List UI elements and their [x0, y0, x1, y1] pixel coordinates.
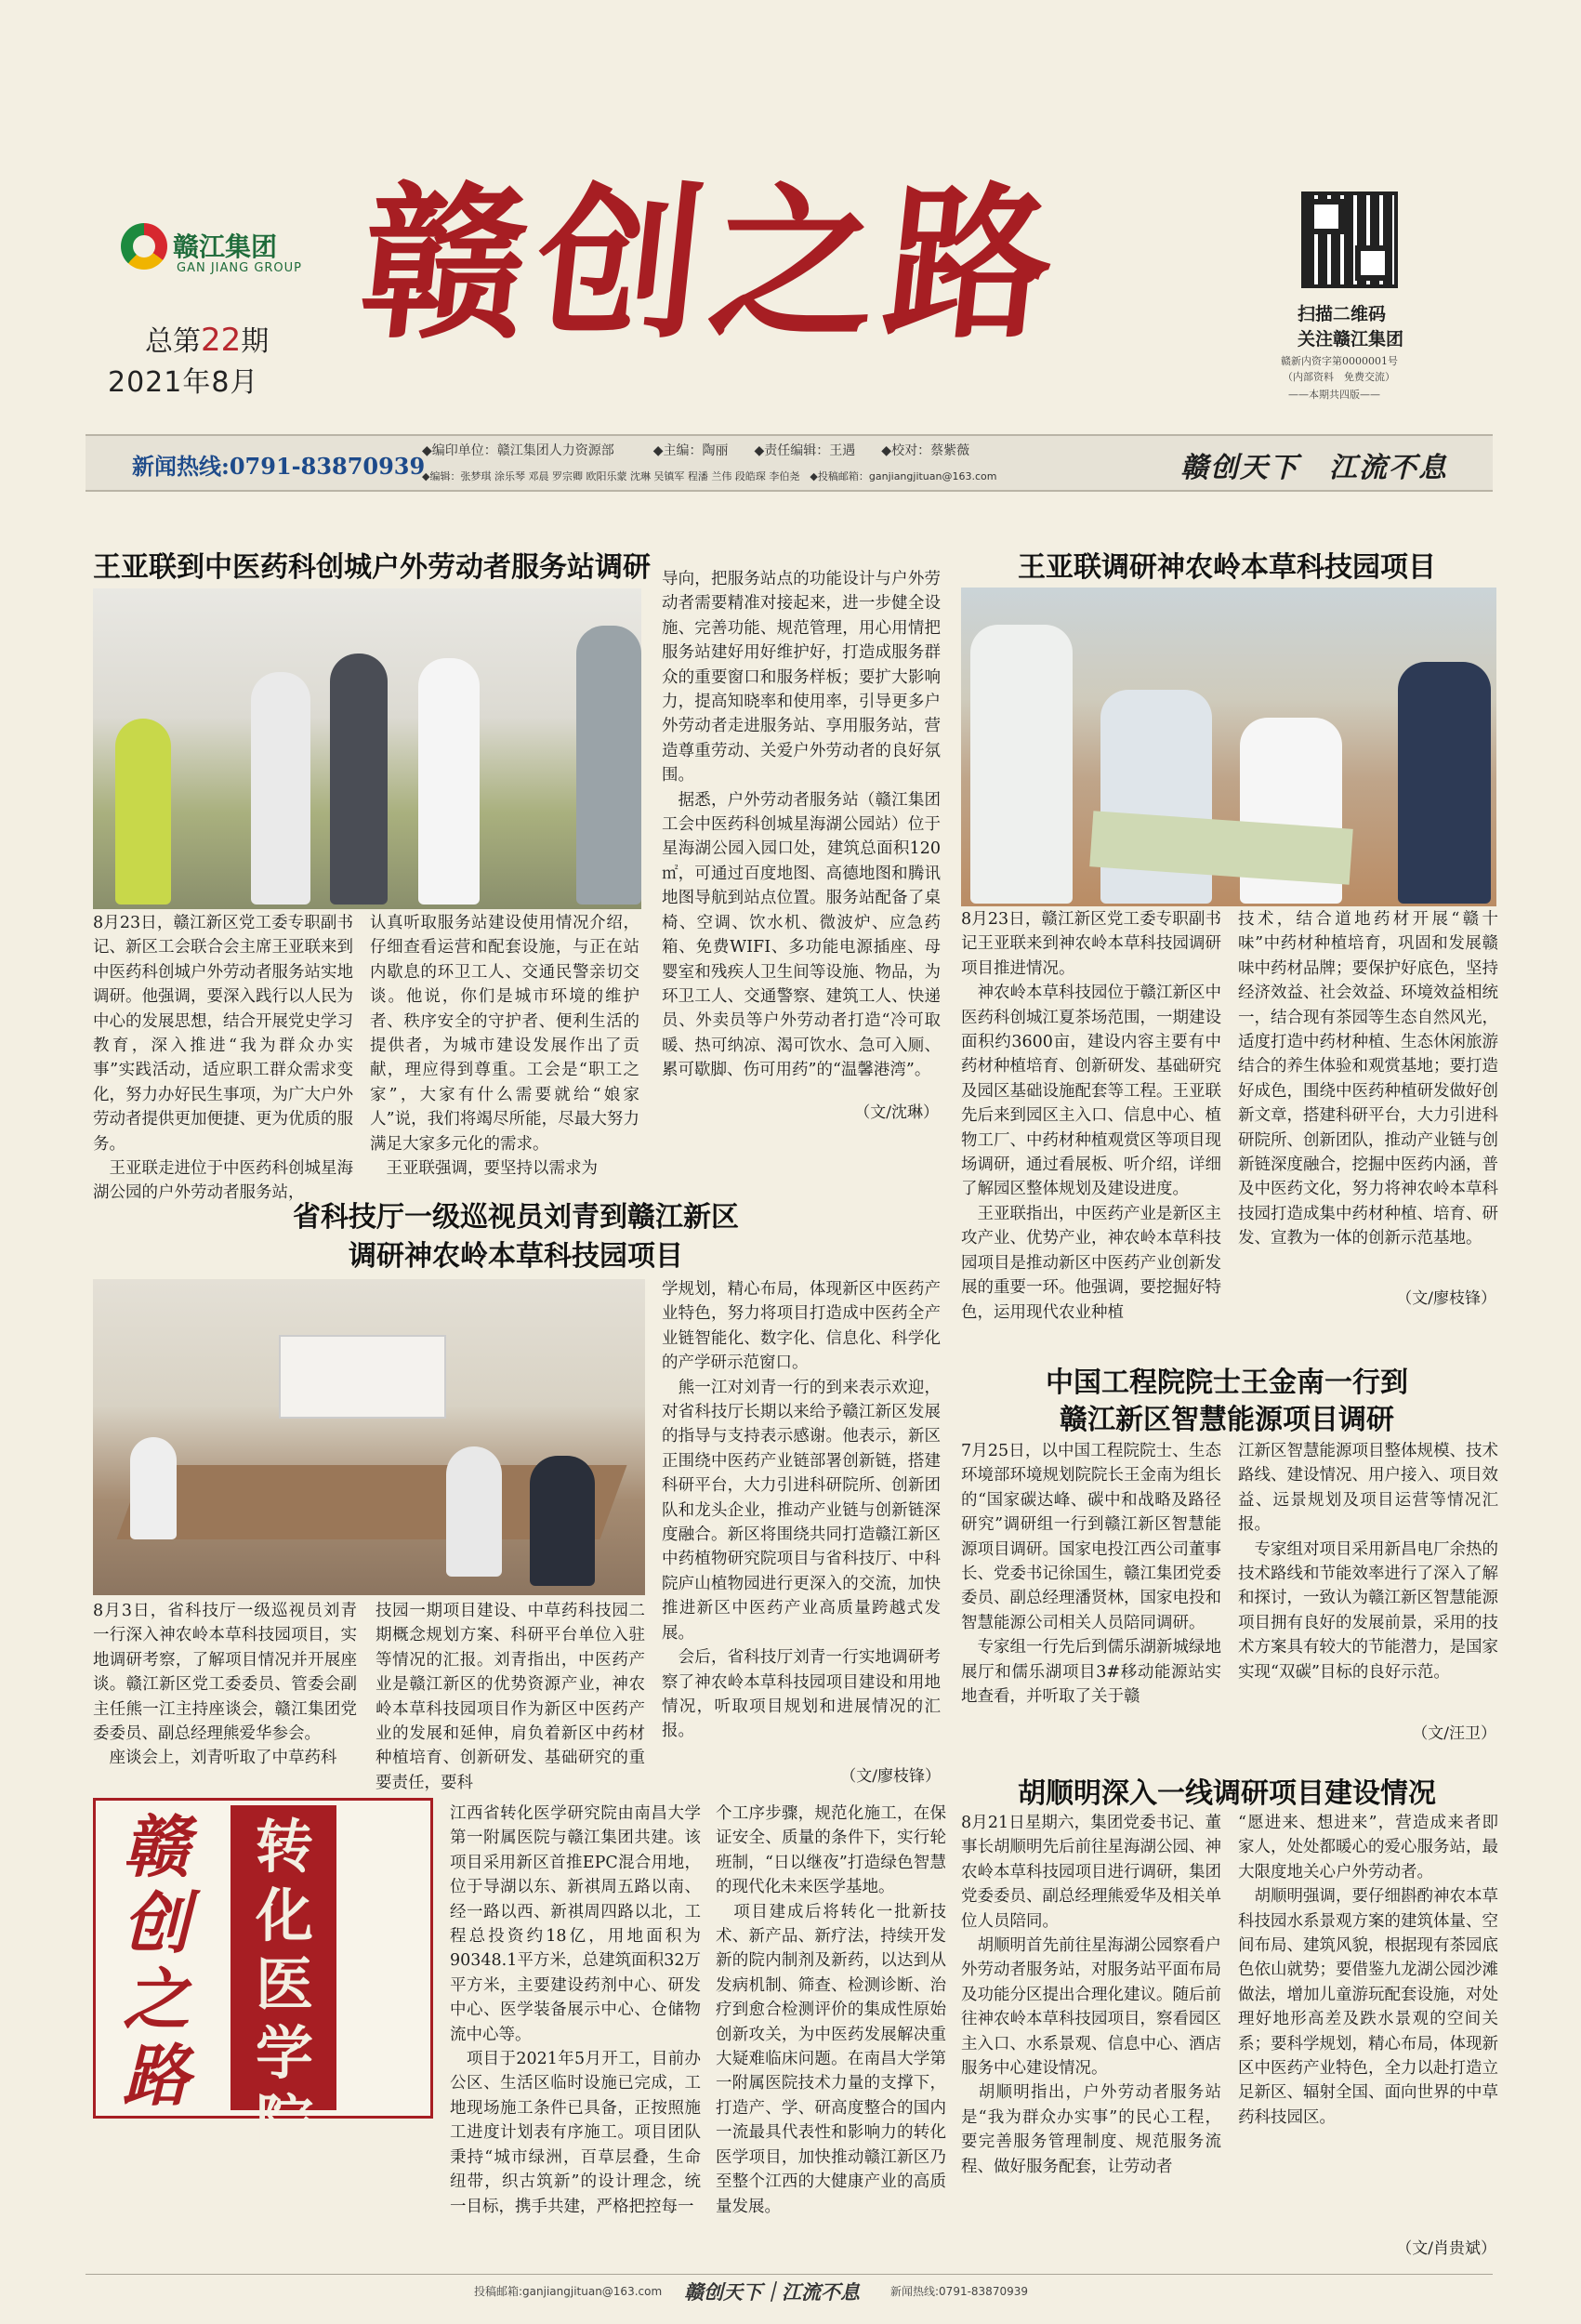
staff-credits-line-2: ◆编辑：张梦琪 涂乐琴 邓晨 罗宗卿 欧阳乐蒙 沈琳 吴镇军 程潘 兰伟 段皓琛 李伯尧 ◆投稿邮箱：ganjiangjituan@163.com: [422, 470, 997, 482]
page-count-note: ——本期共四版——: [1288, 389, 1380, 401]
article-6-title: 胡顺明深入一线调研项目建设情况: [1018, 1777, 1436, 1810]
article-3-title-line-2: 调研神农岭本草科技园项目: [349, 1240, 683, 1273]
article-2-title: 王亚联调研神农岭本草科技园项目: [1018, 551, 1436, 584]
article-4-title-line-2: 赣江新区智慧能源项目调研: [1060, 1404, 1394, 1436]
article-5-col-1: 江西省转化医学研究院由南昌大学第一附属医院与赣江集团共建。该项目采用新区首推EPC混合用地，位于导湖以东、新祺周五路以南、经一路以西、新祺周四路以北，工程总投资约18亿，用地面积为90348.1平方米，总建筑面积32万平方米，主要建设药剂中心、研发中心、医学装备展示中心、仓储物流中心等。 项目于2021年5月开工，目前办公区、生活区临时设施已完成，工地现场施工条件已具备，正按照施工进度计划表有序施工。项目团队秉持“城市绿洲，百草层叠，生命纽带，织古筑新”的设计理念，统一目标，携手共建，严格把控每一: [450, 1804, 701, 2216]
staff-credits-line-1: ◆编印单位：赣江集团人力资源部 ◆主编：陶丽 ◆责任编辑：王遇 ◆校对：蔡紫薇: [422, 443, 970, 458]
article-1-title: 王亚联到中医药科创城户外劳动者服务站调研: [93, 551, 651, 584]
masthead-slogan: 赣创天下 江流不息: [1180, 452, 1448, 484]
article-2-col-2: 技术，结合道地药材开展“赣十味”中药材种植培育，巩固和发展赣味中药材品牌；要保护好底色，坚持经济效益、社会效益、环境效益相统一，结合现有茶园等生态自然风光，适度打造中药材种植、生态休闲旅游结合的养生体验和观赏基地；要打造好成色，围绕中医药种植研发做好创新文章，搭建科研平台，大力引进科研院所、创新团队，推动产业链与创新链深度融合，挖掘中医药内涵，普及中医药文化，努力将神农岭本草科技园打造成集中药材种植、培育、研发、宣教为一体的创新示范基地。: [1238, 910, 1498, 1248]
footer-email: 投稿邮箱:ganjiangjituan@163.com: [474, 2285, 663, 2298]
article-1-col-2: 认真听取服务站建设使用情况介绍，仔细查看运营和配套设施，与正在站内歇息的环卫工人、交通民警亲切交谈。他说，你们是城市环境的维护者、秩序安全的守护者、便利生活的提供者，为城市建设发展作出了贡献，理应得到尊重。工会是“职工之家”，大家有什么需要就给“娘家人”说，我们将竭尽所能，尽最大努力满足大家多元化的需求。 王亚联强调，要坚持以需求为: [370, 914, 639, 1179]
news-hotline: 新闻热线:0791-83870939: [132, 453, 426, 480]
article-1-col-1: 8月23日，赣江新区党工委专职副书记、新区工会联合会主席王亚联来到中医药科创城户外劳动者服务站实地调研。他强调，要深入践行以人民为中心的发展思想，结合开展党史学习教育，深入推进“我为群众办实事”实践活动，适应职工群众需求变化，努力办好民生事项，为广大户外劳动者提供更加便捷、更为优质的服务。 王亚联走进位于中医药科创城星海湖公园的户外劳动者服务站，: [93, 914, 353, 1203]
promo-column-title: 赣创之路: [122, 1807, 190, 2115]
promo-section-title: 转化医学院: [255, 1813, 313, 2156]
article-4-title-line-1: 中国工程院院士王金南一行到: [1046, 1367, 1408, 1399]
article-4-col-1: 7月25日，以中国工程院院士、生态环境部环境规划院院长王金南为组长的“国家碳达峰、碳中和战略及路径研究”调研组一行到赣江新区智慧能源项目调研。国家电投江西公司董事长、党委书记徐国生，赣江集团党委委员、副总经理潘贤林，国家电投和智慧能源公司相关人员陪同调研。 专家组一行先后到儒乐湖新城绿地展厅和儒乐湖项目3#移动能源站实地查看，并听取了关于赣: [961, 1442, 1221, 1707]
issue-date: 2021年8月: [108, 366, 259, 399]
article-6-byline: （文/肖贵斌）: [1396, 2239, 1496, 2258]
qr-code-icon[interactable]: [1301, 191, 1398, 288]
article-3-photo: [93, 1279, 645, 1595]
footer-slogan: 赣创天下｜江流不息: [684, 2280, 860, 2304]
newspaper-title: 赣创之路: [352, 166, 1073, 361]
article-2-byline: （文/廖枝锋）: [1396, 1289, 1496, 1308]
footer-hotline: 新闻热线:0791-83870939: [890, 2285, 1028, 2298]
article-3-byline: （文/廖枝锋）: [840, 1767, 941, 1786]
article-3-title-line-1: 省科技厅一级巡视员刘青到赣江新区: [293, 1201, 739, 1234]
article-6-col-1: 8月21日星期六，集团党委书记、董事长胡顺明先后前往星海湖公园、神农岭本草科技园项目进行调研，集团党委委员、副总经理熊爱华及相关单位人员陪同。 胡顺明首先前往星海湖公园察看户外劳动者服务站，对服务站平面布局及功能分区提出合理化建议。随后前往神农岭本草科技园项目，察看园区主入口、水系景观、信息中心、酒店服务中心建设情况。 胡顺明指出，户外劳动者服务站是“我为群众办实事”的民心工程，要完善服务管理制度、规范服务流程、做好服务配套，让劳动者: [961, 1814, 1221, 2176]
article-3-col-1: 8月3日，省科技厅一级巡视员刘青一行深入神农岭本草科技园项目，实地调研考察，了解项目情况并开展座谈。赣江新区党工委委员、管委会副主任熊一江主持座谈会，赣江集团党委委员、副总经理熊爱华参会。 座谈会上，刘青听取了中草药科: [93, 1602, 357, 1768]
logo-name-en: GAN JIANG GROUP: [177, 261, 303, 275]
article-5-col-2: 个工序步骤，规范化施工，在保证安全、质量的条件下，实行轮班制，“日以继夜”打造绿色智慧的现代化未来医学基地。 项目建成后将转化一批新技术、新产品、新疗法，持续开发新的院内制剂及新药，以达到从发病机制、筛查、检测诊断、治疗到愈合检测评价的集成性原始创新攻关，为中医药发展解决重大疑难临床问题。在南昌大学第一附属医院技术力量的支撑下，打造产、学、研高度整合的国内一流最具代表性和影响力的转化医学项目，加快推动赣江新区乃至整个江西的大健康产业的高质量发展。: [716, 1804, 946, 2216]
qr-caption-1: 扫描二维码: [1298, 304, 1387, 324]
article-2-col-1: 8月23日，赣江新区党工委专职副书记王亚联来到神农岭本草科技园调研项目推进情况。 神农岭本草科技园位于赣江新区中医药科创城江夏茶场范围，一期建设面积约3600亩，建设内容主要有中药材种植培育、创新研发、基础研究及园区基础设施配套等工程。王亚联先后来到园区主入口、信息中心、植物工厂、中药材种植观赏区等项目现场调研，通过看展板、听介绍，详细了解园区整体规划及建设进度。 王亚联指出，中医药产业是新区主攻产业、优势产业，神农岭本草科技园项目是推动新区中医药产业创新发展的重要一环。他强调，要挖掘好特色，运用现代农业种植: [961, 910, 1221, 1322]
issue-number-label: 总第22期: [145, 322, 270, 359]
article-2-photo: [961, 588, 1496, 906]
article-3-col-2: 技园一期项目建设、中草药科技园二期概念规划方案、科研平台单位入驻等情况的汇报。刘青指出，中医药产业是赣江新区的优势资源产业，神农岭本草科技园项目作为新区中医药产业的发展和延伸，肩负着新区中药材种植培育、创新研发、基础研究的重要责任，要科: [375, 1602, 645, 1792]
article-3-col-3: 学规划，精心布局，体现新区中医药产业特色，努力将项目打造成中医药全产业链智能化、数字化、信息化、科学化的产学研示范窗口。 熊一江对刘青一行的到来表示欢迎，对省科技厅长期以来给予赣江新区发展的指导与支持表示感谢。他表示，新区正围绕中医药产业链部署创新链，搭建科研平台，大力引进科研院所、创新团队和龙头企业，推动产业链与创新链深度融合。新区将围绕共同打造赣江新区中药植物研究院项目与省科技厅、中科院庐山植物园进行更深入的交流，加快推进新区中医药产业高质量跨越式发展。 会后，省科技厅刘青一行实地调研考察了神农岭本草科技园项目建设和用地情况，听取项目规划和进展情况的汇报。: [662, 1280, 941, 1741]
logo-name-cn: 赣江集团: [173, 231, 278, 262]
article-4-byline: （文/汪卫）: [1412, 1724, 1496, 1743]
article-6-col-2: “愿进来、想进来”，营造成来者即家人，处处都暖心的爱心服务站，最大限度地关心户外劳动者。 胡顺明强调，要仔细斟酌神农本草科技园水系景观方案的建筑体量、空间布局、建筑风貌，根据现有茶园底色依山就势；要借鉴九龙湖公园沙滩做法，增加儿童游玩配套设施，对处理好地形高差及跌水景观的空间关系；要科学规划，精心布局，体现新区中医药产业特色，全力以赴打造立足新区、辐射全国、面向世界的中草药科技园区。: [1238, 1814, 1498, 2127]
internal-note: （内部资料 免费交流）: [1283, 371, 1395, 383]
gan-jiang-logo-icon: [121, 223, 167, 270]
article-1-col-3: 导向，把服务站点的功能设计与户外劳动者需要精准对接起来，进一步健全设施、完善功能、规范管理，用心用情把服务站建好用好维护好，打造成服务群众的重要窗口和服务样板；要扩大影响力，提高知晓率和使用率，引导更多户外劳动者走进服务站、享用服务站，营造尊重劳动、关爱户外劳动者的良好氛围。 据悉，户外劳动者服务站（赣江集团工会中医药科创城星海湖公园站）位于星海湖公园入园口处，建筑总面积120㎡，可通过百度地图、高德地图和腾讯地图导航到站点位置。服务站配备了桌椅、空调、饮水机、微波炉、应急药箱、免费WIFI、多功能电源插座、母婴室和残疾人卫生间等设施、物品，为环卫工人、交通警察、建筑工人、快递员、外卖员等户外劳动者打造“冷可取暖、热可纳凉、渴可饮水、急可入厕、累可歇脚、伤可用药”的“温馨港湾”。: [662, 570, 941, 1080]
issue-number: 22: [201, 322, 242, 359]
article-4-col-2: 江新区智慧能源项目整体规模、技术路线、建设情况、用户接入、项目效益、远景规划及项目运营等情况汇报。 专家组对项目采用新昌电厂余热的技术路线和节能效率进行了深入了解和探讨，一致认为赣江新区智慧能源项目拥有良好的发展前景，采用的技术方案具有较大的节能潜力，是国家实现“双碳”目标的良好示范。: [1238, 1442, 1498, 1682]
registration-number: 赣新内资字第0000001号: [1281, 355, 1398, 367]
article-1-photo: [93, 588, 641, 909]
article-1-byline: （文/沈琳）: [854, 1103, 939, 1122]
qr-caption-2: 关注赣江集团: [1298, 329, 1404, 350]
